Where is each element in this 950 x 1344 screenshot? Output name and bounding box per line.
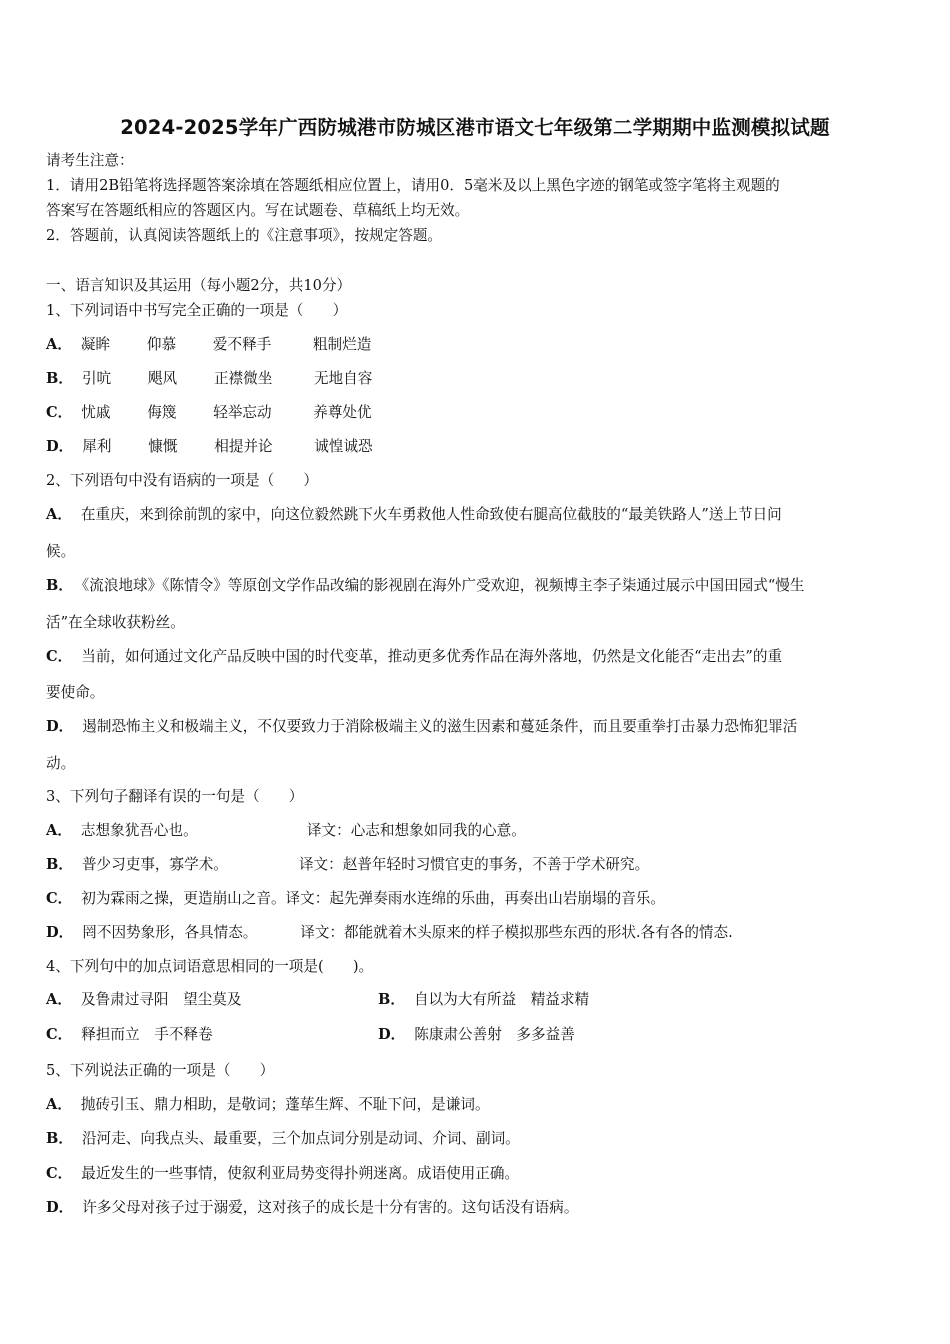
q3-option-b[interactable]	[46, 855, 649, 875]
option-label: C．	[46, 1165, 73, 1182]
word: 粗制烂造	[312, 336, 372, 353]
q2-option-b[interactable]	[46, 576, 805, 596]
option-text: 沿河走、向我点头、最重要，三个加点词分别是动词、介词、副词。	[81, 1130, 520, 1147]
q2-option-b-cont: 活”在全球收获粉丝。	[46, 614, 185, 631]
q2-stem: 2、下列语句中没有语病的一项是（ ）	[46, 472, 318, 489]
option-label: D．	[46, 718, 74, 735]
q3-option-a[interactable]	[46, 821, 526, 841]
section-heading: 一、语言知识及其运用（每小题2分，共10分）	[46, 277, 352, 294]
option-label: B．	[46, 1130, 73, 1147]
notice-heading: 请考生注意：	[46, 152, 134, 169]
option-label: A．	[46, 1096, 72, 1113]
q1-stem: 1、下列词语中书写完全正确的一项是（ ）	[46, 302, 348, 319]
option-text: 当前，如何通过文化产品反映中国的时代变革，推动更多优秀作品在海外落地，仍然是文化能否“走出去”的重	[81, 648, 783, 665]
q4-stem: 4、下列句中的加点词语意思相同的一项是( )。	[46, 958, 374, 975]
option-label: A．	[46, 822, 72, 839]
q2-option-d-cont: 动。	[46, 755, 76, 772]
option-label: C．	[46, 890, 73, 907]
q2-option-c[interactable]	[46, 647, 782, 667]
word: 引吭	[81, 370, 112, 387]
source-text: 普少习吏事，寡学术。	[81, 856, 228, 873]
q2-option-a[interactable]	[46, 505, 782, 525]
q5-stem: 5、下列说法正确的一项是（ ）	[46, 1062, 275, 1079]
option-text: 许多父母对孩子过于溺爱，这对孩子的成长是十分有害的。这句话没有语病。	[82, 1199, 579, 1216]
q5-option-a[interactable]	[46, 1095, 490, 1115]
source-text: 志想象犹吾心也。	[80, 822, 198, 839]
translation: 译文：都能就着木头原来的样子模拟那些东西的形状.各有各的情态.	[300, 924, 733, 941]
notice-line-1: 1．请用2B铅笔将选择题答案涂填在答题纸相应位置上，请用0．5毫米及以上黑色字迹的钢笔或签字笔将主观题的	[46, 177, 780, 194]
option-text: 遏制恐怖主义和极端主义，不仅要致力于消除极端主义的滋生因素和蔓延条件，而且要重拳打击暴力恐怖犯罪活	[82, 718, 798, 735]
option-label: B．	[46, 577, 73, 594]
q3-option-c[interactable]	[46, 889, 665, 909]
option-label: A．	[46, 991, 72, 1008]
word: 慷慨	[148, 438, 178, 455]
q2-option-d[interactable]	[46, 717, 797, 737]
option-text: 陈康肃公善射 多多益善	[414, 1026, 575, 1043]
q4-option-d[interactable]	[378, 1025, 575, 1045]
word: 无地自容	[313, 370, 373, 387]
option-text: 在重庆，来到徐前凯的家中，向这位毅然跳下火车勇救他人性命致使右腿高位截肢的“最美铁路人”送上节日问	[80, 506, 782, 523]
word: 忧戚	[81, 404, 111, 421]
word: 飓风	[147, 370, 178, 387]
option-label: C．	[46, 404, 73, 421]
q5-option-c[interactable]	[46, 1164, 519, 1184]
option-text: 抛砖引玉、鼎力相助，是敬词；蓬荜生辉、不耻下问，是谦词。	[80, 1096, 490, 1113]
q1-option-d[interactable]	[46, 437, 373, 457]
q1-option-b[interactable]	[46, 369, 372, 389]
option-label: D．	[46, 438, 74, 455]
q3-option-d[interactable]	[46, 923, 733, 943]
option-label: C．	[46, 1026, 73, 1043]
q5-option-d[interactable]	[46, 1198, 578, 1218]
option-label: A．	[46, 506, 72, 523]
page-title: 2024-2025学年广西防城港市防城区港市语文七年级第二学期期中监测模拟试题	[120, 116, 830, 139]
word: 凝眸	[80, 336, 111, 353]
option-text: 释担而立 手不释卷	[81, 1026, 213, 1043]
word: 犀利	[82, 438, 112, 455]
word: 轻举忘动	[213, 404, 272, 421]
translation: 译文：心志和想象如同我的心意。	[306, 822, 526, 839]
q1-option-c[interactable]	[46, 403, 372, 423]
option-label: D．	[378, 1026, 406, 1043]
word: 养尊处优	[313, 404, 372, 421]
option-label: A．	[46, 336, 72, 353]
option-text: 初为霖雨之操，更造崩山之音。译文：起先弹奏雨水连绵的乐曲，再奏出山岩崩塌的音乐。	[81, 890, 665, 907]
option-text: 及鲁肃过寻阳 望尘莫及	[80, 991, 242, 1008]
word: 侮篾	[147, 404, 177, 421]
option-label: B．	[46, 856, 73, 873]
option-text: 《流浪地球》《陈情令》等原创文学作品改编的影视剧在海外广受欢迎，视频博主李子柒通过展示中国田园式“慢生	[81, 577, 805, 594]
q4-option-b[interactable]	[378, 990, 589, 1010]
option-label: B．	[46, 370, 73, 387]
option-label: D．	[46, 924, 74, 941]
word: 相提并论	[214, 438, 273, 455]
option-text: 最近发生的一些事情，使叙利亚局势变得扑朔迷离。成语使用正确。	[81, 1165, 520, 1182]
q2-option-c-cont: 要使命。	[46, 684, 105, 701]
option-label: D．	[46, 1199, 74, 1216]
word: 爱不释手	[212, 336, 272, 353]
q4-option-c[interactable]	[46, 1025, 213, 1045]
notice-line-1-cont: 答案写在答题纸相应的答题区内。写在试题卷、草稿纸上均无效。	[46, 202, 470, 219]
q2-option-a-cont: 候。	[46, 543, 76, 560]
option-label: B．	[378, 991, 405, 1008]
notice-line-2: 2．答题前，认真阅读答题纸上的《注意事项》，按规定答题。	[46, 227, 443, 244]
q3-stem: 3、下列句子翻译有误的一句是（ ）	[46, 788, 304, 805]
q4-option-a[interactable]	[46, 990, 241, 1010]
q5-option-b[interactable]	[46, 1129, 520, 1149]
word: 诚惶诚恐	[314, 438, 373, 455]
option-label: C．	[46, 648, 73, 665]
translation: 译文：赵普年轻时习惯官吏的事务，不善于学术研究。	[298, 856, 650, 873]
source-text: 罔不因势象形，各具情态。	[82, 924, 258, 941]
word: 仰慕	[146, 336, 177, 353]
option-text: 自以为大有所益 精益求精	[413, 991, 590, 1008]
word: 正襟微坐	[213, 370, 273, 387]
q1-option-a[interactable]	[46, 335, 371, 355]
